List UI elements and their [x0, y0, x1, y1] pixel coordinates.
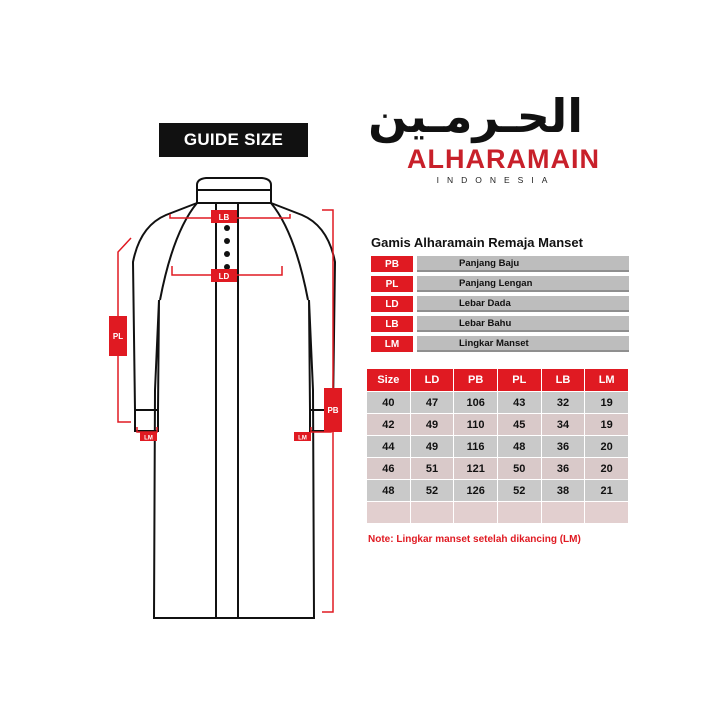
legend-name: Panjang Baju [417, 256, 629, 272]
table-cell: 40 [367, 392, 411, 414]
table-cell: 38 [541, 480, 585, 502]
legend-name: Lingkar Manset [417, 336, 629, 352]
table-cell: 110 [454, 414, 498, 436]
table-cell: 19 [585, 392, 629, 414]
brand-name: ALHARAMAIN [407, 144, 600, 174]
header-size: Size [367, 369, 411, 392]
table-cell: 49 [410, 414, 454, 436]
table-cell: 49 [410, 436, 454, 458]
legend-code: PB [371, 256, 413, 272]
table-row [367, 414, 629, 436]
legend-code: LD [371, 296, 413, 312]
table-cell: 52 [497, 480, 541, 502]
table-cell: 116 [454, 436, 498, 458]
legend-row [371, 256, 629, 272]
garment-outline [133, 178, 335, 618]
lm-left-label: LM [144, 435, 153, 442]
legend-name: Panjang Lengan [417, 276, 629, 292]
table-cell-empty [585, 502, 629, 524]
table-cell: 20 [585, 436, 629, 458]
table-row [367, 436, 629, 458]
table-cell: 46 [367, 458, 411, 480]
brand-arabic-logo: الحـرمـين [368, 89, 583, 143]
table-cell: 50 [497, 458, 541, 480]
pl-label: PL [112, 332, 124, 341]
table-cell: 19 [585, 414, 629, 436]
table-row-empty [367, 502, 629, 524]
table-row [367, 480, 629, 502]
garment-buttons [224, 225, 230, 270]
brand-subtitle: INDONESIA [436, 175, 556, 185]
table-cell: 106 [454, 392, 498, 414]
table-cell-empty [541, 502, 585, 524]
lb-label: LB [218, 213, 230, 222]
table-cell: 45 [497, 414, 541, 436]
legend-code: LM [371, 336, 413, 352]
table-row [367, 392, 629, 414]
chart-title: Gamis Alharamain Remaja Manset [371, 235, 583, 250]
header-lb: LB [541, 369, 585, 392]
table-cell: 36 [541, 458, 585, 480]
table-cell: 20 [585, 458, 629, 480]
table-cell: 51 [410, 458, 454, 480]
table-cell: 32 [541, 392, 585, 414]
lm-right-label: LM [298, 435, 307, 442]
size-table [366, 368, 629, 524]
legend-row [371, 276, 629, 292]
legend-code: LB [371, 316, 413, 332]
table-cell: 47 [410, 392, 454, 414]
header-ld: LD [410, 369, 454, 392]
table-cell-empty [410, 502, 454, 524]
legend-name: Lebar Dada [417, 296, 629, 312]
table-cell: 126 [454, 480, 498, 502]
header-pb: PB [454, 369, 498, 392]
table-cell: 36 [541, 436, 585, 458]
table-cell: 43 [497, 392, 541, 414]
table-row [367, 458, 629, 480]
legend-row [371, 316, 629, 332]
legend-row [371, 296, 629, 312]
footnote: Note: Lingkar manset setelah dikancing (LM) [368, 534, 581, 545]
header-lm: LM [585, 369, 629, 392]
table-cell: 21 [585, 480, 629, 502]
table-cell: 48 [367, 480, 411, 502]
legend-row [371, 336, 629, 352]
legend-name: Lebar Bahu [417, 316, 629, 332]
table-cell: 52 [410, 480, 454, 502]
table-cell: 42 [367, 414, 411, 436]
legend-code: PL [371, 276, 413, 292]
ld-label: LD [218, 272, 230, 281]
table-cell-empty [497, 502, 541, 524]
table-cell: 44 [367, 436, 411, 458]
guide-size-label: GUIDE SIZE [159, 123, 308, 157]
table-cell: 121 [454, 458, 498, 480]
table-cell: 48 [497, 436, 541, 458]
table-cell-empty [454, 502, 498, 524]
table-cell: 34 [541, 414, 585, 436]
header-pl: PL [497, 369, 541, 392]
table-header-row [367, 369, 629, 392]
legend [371, 256, 629, 356]
pb-label: PB [327, 406, 339, 415]
table-cell-empty [367, 502, 411, 524]
